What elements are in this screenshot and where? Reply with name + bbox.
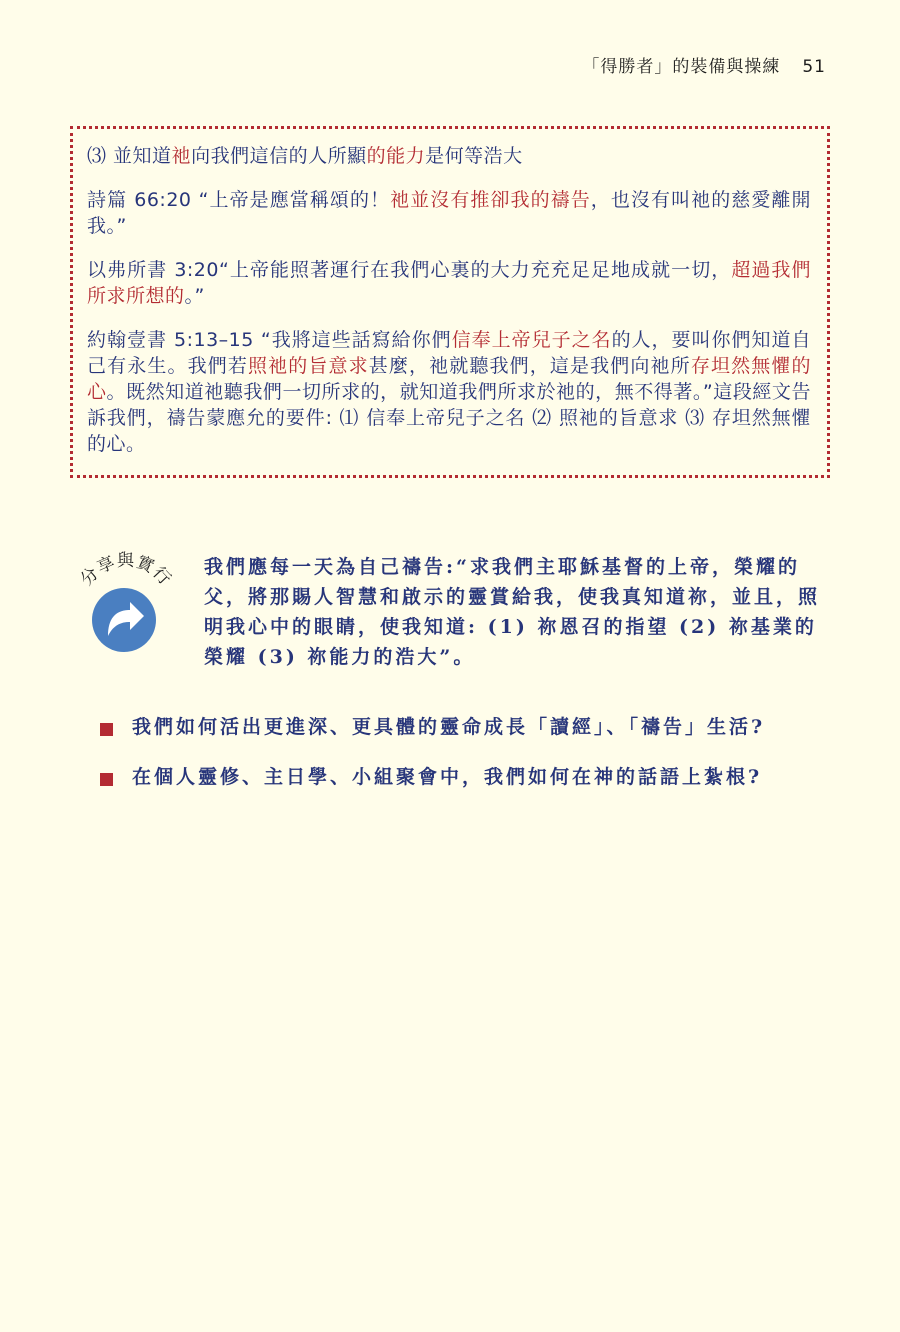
question-text: 在個人靈修、主日學、小組聚會中，我們如何在神的話語上紮根? — [132, 766, 763, 788]
highlighted-text: 信奉上帝兒子之名 — [451, 329, 612, 351]
share-block — [70, 548, 830, 678]
svg-text:分享與實行 — [77, 550, 176, 590]
share-prayer-text: 我們應每一天為自己禱告:“求我們主耶穌基督的上帝，榮耀的父，將那賜人智慧和啟示的靈賞給我，使我真知道祢，並且，照明我心中的眼睛，使我知道: (1) 祢恩召的指望 (2) 祢基業的榮耀 (3) 祢能力的浩大”。 — [204, 556, 821, 668]
scripture-text: 。既然知道祂聽我們一切所求的，就知道我們所求於祂的，無不得著。”這段經文告訴我們，禱告蒙應允的要件: ⑴ 信奉上帝兒子之名 ⑵ 照祂的旨意求 ⑶ 存坦然無懼的心。 — [87, 381, 811, 455]
scripture-text: 向我們這信的人所顯 — [191, 145, 367, 167]
scripture-paragraph — [87, 327, 811, 457]
running-header — [582, 52, 826, 77]
highlighted-text: 存坦然無懼的心 — [87, 355, 811, 403]
scripture-text: 詩篇 66:20 “上帝是應當稱頌的！ — [87, 189, 391, 211]
page-number: 51 — [802, 57, 826, 77]
square-bullet-icon — [100, 723, 113, 736]
question-list — [96, 712, 816, 812]
scripture-paragraph — [87, 187, 811, 239]
highlighted-text: 的能力 — [366, 145, 426, 167]
question-text: 我們如何活出更進深、更具體的靈命成長「讀經」、「禱告」生活? — [132, 716, 766, 738]
scripture-text: 是何等浩大 — [425, 145, 523, 167]
scripture-box — [70, 126, 830, 478]
share-logo-label: 分享與實行 — [76, 551, 176, 590]
share-logo — [70, 548, 180, 658]
scripture-text: 。” — [184, 285, 205, 307]
square-bullet-icon — [100, 773, 113, 786]
highlighted-text: 祂 — [171, 145, 192, 167]
scripture-text: 甚麼，祂就聽我們，這是我們向祂所 — [368, 355, 691, 377]
question-item — [96, 762, 816, 792]
highlighted-text: 照祂的旨意求 — [248, 355, 369, 377]
scripture-text: 以弗所書 3:20“上帝能照著運行在我們心裏的大力充充足足地成就一切， — [87, 259, 732, 281]
scripture-paragraph — [87, 143, 811, 169]
scripture-text: 的人，要叫你們知道自己有永生。我們若 — [87, 329, 811, 377]
scripture-text: ，也沒有叫祂的慈愛離開我。” — [87, 189, 811, 237]
question-item — [96, 712, 816, 742]
scripture-text: ⑶ 並知道 — [87, 145, 172, 167]
scripture-text: 約翰壹書 5:13–15 “我將這些話寫給你們 — [87, 329, 452, 351]
highlighted-text: 祂並沒有推卻我的禱告 — [390, 189, 591, 211]
scripture-paragraph — [87, 257, 811, 309]
header-title: 「得勝者」的裝備與操練 — [582, 57, 781, 77]
highlighted-text: 超過我們所求所想的 — [87, 259, 811, 307]
